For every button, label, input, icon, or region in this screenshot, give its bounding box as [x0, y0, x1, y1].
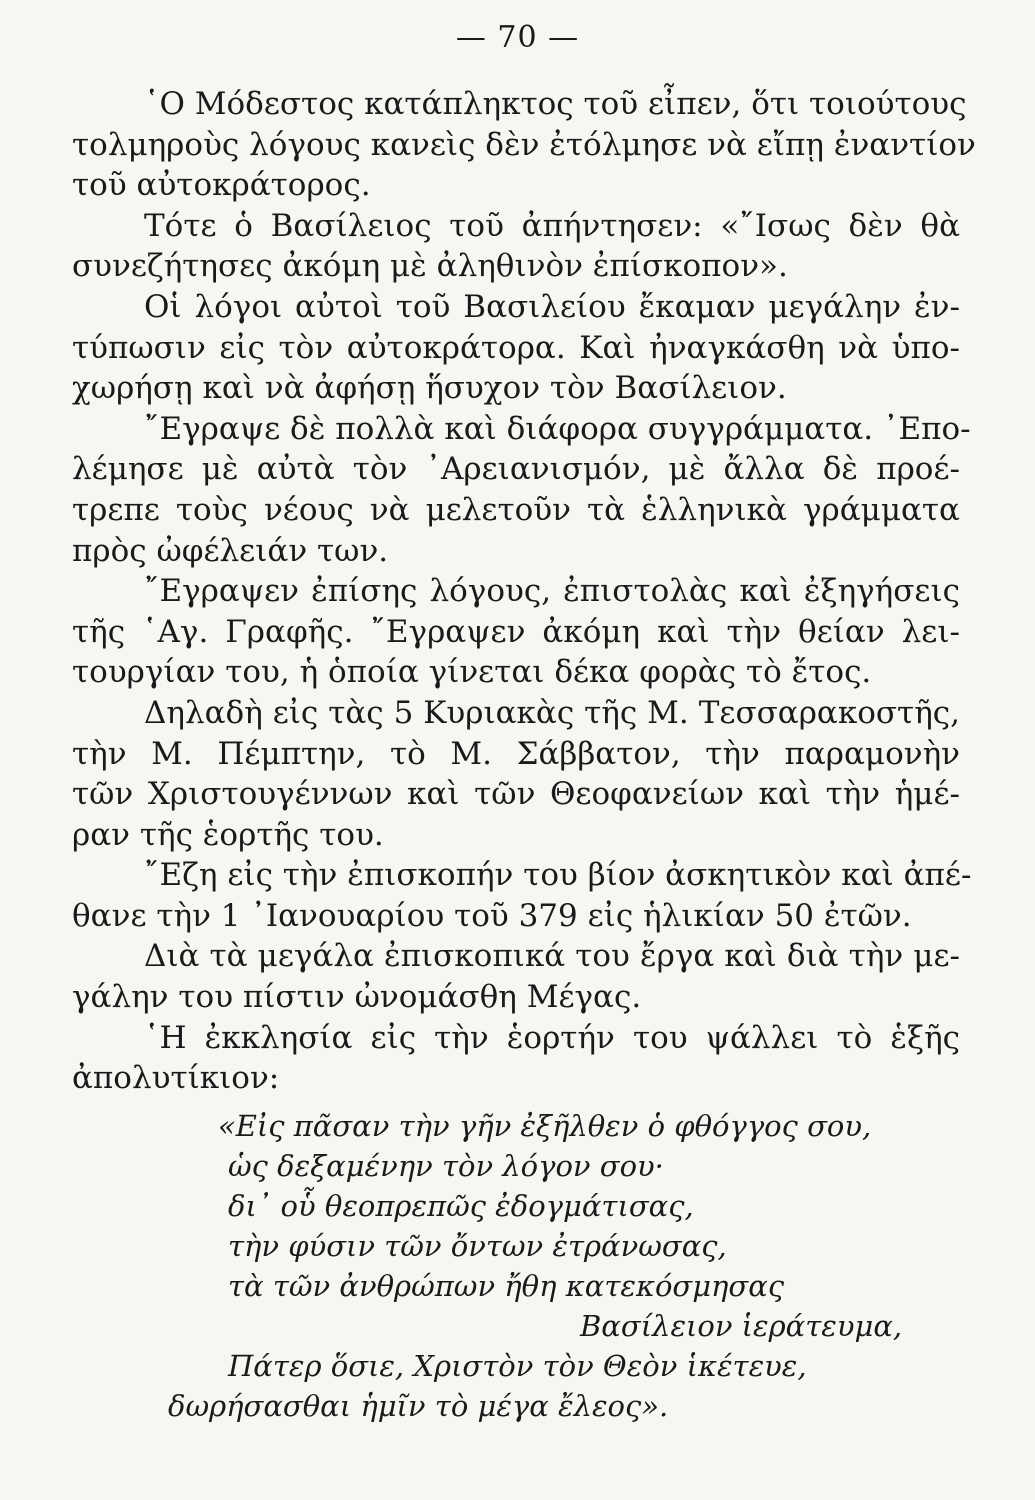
- hymn-line: τὴν φύσιν τῶν ὄντων ἐτράνωσας,: [228, 1229, 727, 1263]
- page-number: — 70 —: [455, 20, 580, 55]
- text-line: ῎Εζη εἰς τὴν ἐπισκοπήν του βίον ἀσκητικὸν καὶ ἀπέ-: [144, 857, 972, 894]
- hymn-line: τὰ τῶν ἀνθρώπων ἤθη κατεκόσμησας: [228, 1269, 785, 1303]
- hymn-line: ὡς δεξαμένην τὸν λόγον σου·: [228, 1149, 664, 1183]
- text-line: ῾Ο Μόδεστος κατάπληκτος τοῦ εἶπεν, ὅτι τοιούτους: [144, 86, 967, 122]
- text-line: λέμησε μὲ αὐτὰ τὸν ᾿Αρειανισμόν, μὲ ἄλλα δὲ προέ-: [72, 451, 960, 488]
- text-line: ἀπολυτίκιον:: [72, 1060, 280, 1097]
- text-line: Τότε ὁ Βασίλειος τοῦ ἀπήντησεν: «῎Ισως δὲν θὰ: [144, 207, 960, 244]
- hymn-line: Πάτερ ὅσιε, Χριστὸν τὸν Θεὸν ἱκέτευε,: [228, 1349, 807, 1383]
- text-line: τοῦ αὐτοκράτορος.: [72, 167, 371, 204]
- text-line: χωρήσῃ καὶ νὰ ἀφήσῃ ἥσυχον τὸν Βασίλειον.: [72, 370, 787, 407]
- text-line: ραν τῆς ἑορτῆς του.: [72, 816, 384, 853]
- hymn-line: Βασίλειον ἱεράτευμα,: [580, 1309, 903, 1343]
- body-text: [72, 84, 976, 1099]
- text-line: τρεπε τοὺς νέους νὰ μελετοῦν τὰ ἑλληνικὰ γράμματα: [72, 491, 960, 528]
- text-line: ῎Εγραψε δὲ πολλὰ καὶ διάφορα συγγράμματα. ᾿Επο-: [144, 410, 971, 447]
- text-line: Οἱ λόγοι αὐτοὶ τοῦ Βασιλείου ἔκαμαν μεγάλην ἐν-: [144, 288, 960, 325]
- text-line: γάλην του πίστιν ὠνομάσθη Μέγας.: [72, 979, 642, 1016]
- hymn-line: «Εἰς πᾶσαν τὴν γῆν ἐξῆλθεν ὁ φθόγγος σου,: [218, 1109, 872, 1143]
- text-line: ῎Εγραψεν ἐπίσης λόγους, ἐπιστολὰς καὶ ἐξηγήσεις: [144, 573, 960, 610]
- hymn-line: δωρήσασθαι ἡμῖν τὸ μέγα ἔλεος».: [168, 1389, 669, 1423]
- text-line: Δηλαδὴ εἰς τὰς 5 Κυριακὰς τῆς Μ. Τεσσαρακοστῆς,: [144, 694, 960, 731]
- text-line: Διὰ τὰ μεγάλα ἐπισκοπικά του ἔργα καὶ διὰ τὴν με-: [144, 938, 960, 975]
- text-line: τουργίαν του, ἡ ὁποία γίνεται δέκα φορὰς τὸ ἔτος.: [72, 654, 872, 691]
- text-line: τολμηροὺς λόγους κανεὶς δὲν ἐτόλμησε νὰ εἴπῃ ἐναντίον: [72, 126, 976, 163]
- hymn-line: δι᾿ οὗ θεοπρεπῶς ἐδογμάτισας,: [228, 1189, 694, 1223]
- text-line: τῶν Χριστουγέννων καὶ τῶν Θεοφανείων καὶ τὴν ἡμέ-: [72, 776, 960, 813]
- text-line: πρὸς ὠφέλειάν των.: [72, 532, 389, 569]
- text-line: συνεζήτησες ἀκόμη μὲ ἀληθινὸν ἐπίσκοπον».: [72, 248, 788, 285]
- text-line: ῾Η ἐκκλησία εἰς τὴν ἑορτήν του ψάλλει τὸ ἑξῆς: [144, 1019, 960, 1056]
- text-line: τὴν Μ. Πέμπτην, τὸ Μ. Σάββατον, τὴν παραμονὴν: [72, 735, 960, 772]
- text-line: τῆς ῾Αγ. Γραφῆς. ῎Εγραψεν ἀκόμη καὶ τὴν θείαν λει-: [72, 613, 960, 650]
- text-line: τύπωσιν εἰς τὸν αὐτοκράτορα. Καὶ ἠναγκάσθη νὰ ὑπο-: [72, 329, 960, 366]
- text-line: θανε τὴν 1 ᾿Ιανουαρίου τοῦ 379 εἰς ἡλικίαν 50 ἐτῶν.: [72, 897, 912, 934]
